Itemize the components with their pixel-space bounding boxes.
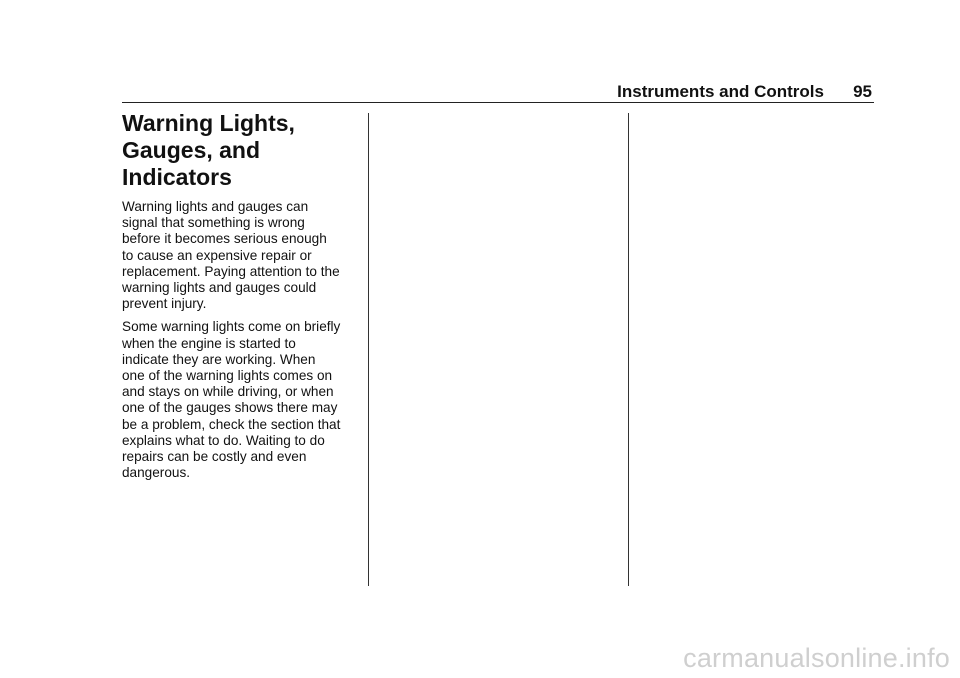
text-line: to cause an expensive repair or <box>122 247 312 263</box>
text-line: explains what to do. Waiting to do <box>122 432 325 448</box>
text-line: dangerous. <box>122 465 191 481</box>
text-line: one of the warning lights comes on <box>122 368 333 384</box>
text-line: replacement. Paying attention to the <box>122 263 340 279</box>
text-line: before it becomes serious enough <box>122 231 327 247</box>
page-header <box>122 80 874 103</box>
text-line: be a problem, check the section that <box>122 416 341 432</box>
text-line: and stays on while driving, or when <box>122 384 334 400</box>
paragraph-intro <box>122 199 358 312</box>
column-divider <box>368 113 369 586</box>
text-line: Warning lights and gauges can <box>122 199 309 214</box>
section-heading <box>122 110 358 191</box>
text-line: repairs can be costly and even <box>122 449 307 465</box>
left-column <box>122 110 358 481</box>
heading-line: Warning Lights, <box>122 110 295 136</box>
text-line: Some warning lights come on briefly <box>122 319 341 335</box>
text-line: warning lights and gauges could <box>122 280 317 296</box>
column-divider <box>628 113 629 586</box>
heading-line: Gauges, and <box>122 137 261 163</box>
header-section-title: Instruments and Controls <box>617 82 824 101</box>
text-line: signal that something is wrong <box>122 215 305 231</box>
page-number: 95 <box>853 82 872 101</box>
paragraph-warning-behavior <box>122 319 358 481</box>
text-line: one of the gauges shows there may <box>122 400 338 416</box>
watermark: carmanualsonline.info <box>683 643 950 673</box>
text-line: when the engine is started to <box>122 335 296 351</box>
text-line: prevent injury. <box>122 296 207 312</box>
text-line: indicate they are working. When <box>122 351 316 367</box>
heading-line: Indicators <box>122 164 232 190</box>
